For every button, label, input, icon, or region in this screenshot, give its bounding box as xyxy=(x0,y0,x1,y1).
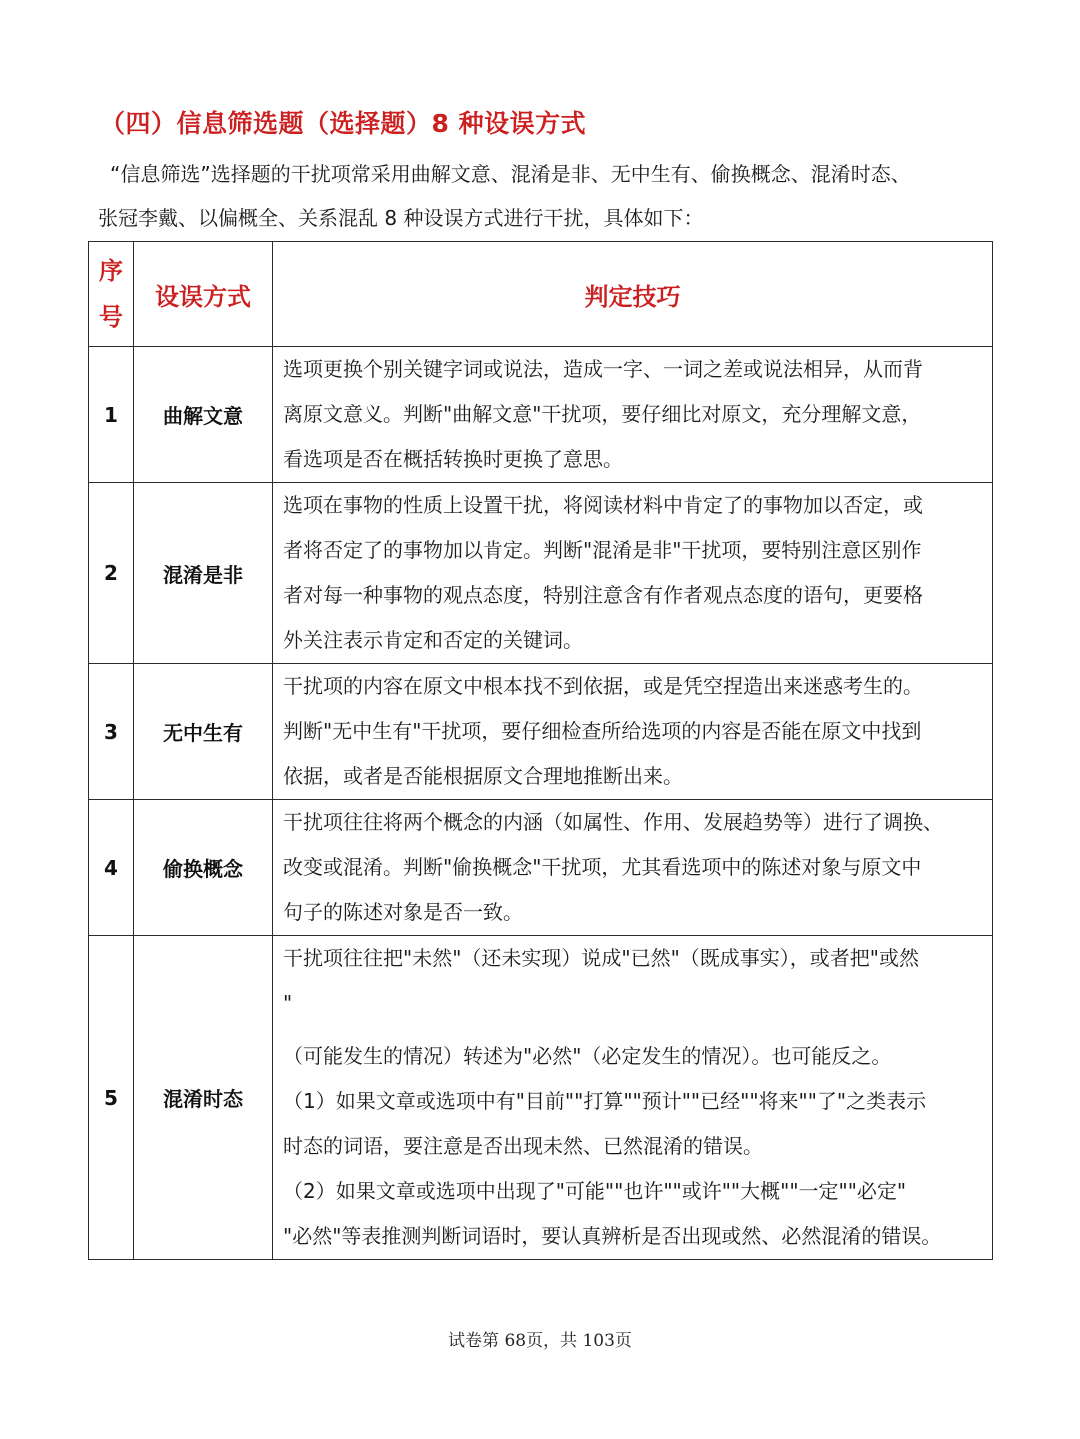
header-number: 序 号 xyxy=(89,242,134,347)
intro-line: 张冠李戴、以偏概全、关系混乱 8 种设误方式进行干扰，具体如下： xyxy=(98,206,704,230)
tip-line: 外关注表示肯定和否定的关键词。 xyxy=(283,628,583,652)
row-tip xyxy=(273,347,993,483)
tip-line: 干扰项往往将两个概念的内涵（如属性、作用、发展趋势等）进行了调换、 xyxy=(283,810,943,834)
intro-paragraph xyxy=(98,152,988,240)
header-tip: 判定技巧 xyxy=(273,242,993,347)
table-header-row xyxy=(89,242,993,347)
row-number: 3 xyxy=(89,664,134,800)
table-row xyxy=(89,483,993,664)
tip-line: 干扰项往往把"未然"（还未实现）说成"已然"（既成事实），或者把"或然 xyxy=(283,946,919,970)
row-method: 混淆是非 xyxy=(134,483,273,664)
tip-line: （1）如果文章或选项中有"目前""打算""预计""已经""将来""了"之类表示 xyxy=(283,1089,927,1113)
table-row xyxy=(89,936,993,1260)
table-row xyxy=(89,664,993,800)
table-row xyxy=(89,800,993,936)
tip-line: 判断"无中生有"干扰项，要仔细检查所给选项的内容是否能在原文中找到 xyxy=(283,719,922,743)
header-method: 设误方式 xyxy=(134,242,273,347)
row-number: 2 xyxy=(89,483,134,664)
row-method: 曲解文意 xyxy=(134,347,273,483)
tip-line: 选项更换个别关键字词或说法，造成一字、一词之差或说法相异，从而背 xyxy=(283,357,923,381)
tip-line: 时态的词语，要注意是否出现未然、已然混淆的错误。 xyxy=(283,1134,763,1158)
row-method: 偷换概念 xyxy=(134,800,273,936)
rules-table xyxy=(88,241,993,1260)
tip-line: 干扰项的内容在原文中根本找不到依据，或是凭空捏造出来迷惑考生的。 xyxy=(283,674,923,698)
intro-line: “信息筛选”选择题的干扰项常采用曲解文意、混淆是非、无中生有、偷换概念、混淆时态、 xyxy=(110,162,911,186)
row-number: 5 xyxy=(89,936,134,1260)
tip-line: 改变或混淆。判断"偷换概念"干扰项，尤其看选项中的陈述对象与原文中 xyxy=(283,855,922,879)
tip-line: 看选项是否在概括转换时更换了意思。 xyxy=(283,447,623,471)
row-number: 1 xyxy=(89,347,134,483)
tip-line: 依据，或者是否能根据原文合理地推断出来。 xyxy=(283,764,683,788)
row-tip xyxy=(273,800,993,936)
row-method: 无中生有 xyxy=(134,664,273,800)
table-body xyxy=(89,347,993,1260)
table-row xyxy=(89,347,993,483)
section-title: （四）信息筛选题（选择题）8 种设误方式 xyxy=(100,109,587,138)
row-number: 4 xyxy=(89,800,134,936)
page-footer: 试卷第 68页，共 103页 xyxy=(448,1331,632,1351)
tip-line: 选项在事物的性质上设置干扰，将阅读材料中肯定了的事物加以否定，或 xyxy=(283,493,923,517)
tip-line: "必然"等表推测判断词语时，要认真辨析是否出现或然、必然混淆的错误。 xyxy=(283,1224,942,1248)
tip-line: 者将否定了的事物加以肯定。判断"混淆是非"干扰项，要特别注意区别作 xyxy=(283,538,922,562)
tip-line: 句子的陈述对象是否一致。 xyxy=(283,900,523,924)
tip-line: （2）如果文章或选项中出现了"可能""也许""或许""大概""一定""必定" xyxy=(283,1179,907,1203)
tip-line: " xyxy=(283,991,293,1015)
tip-line: （可能发生的情况）转述为"必然"（必定发生的情况）。也可能反之。 xyxy=(283,1044,892,1068)
row-tip xyxy=(273,483,993,664)
tip-line: 者对每一种事物的观点态度，特别注意含有作者观点态度的语句，更要格 xyxy=(283,583,923,607)
row-tip xyxy=(273,664,993,800)
row-method: 混淆时态 xyxy=(134,936,273,1260)
tip-line: 离原文意义。判断"曲解文意"干扰项，要仔细比对原文，充分理解文意， xyxy=(283,402,922,426)
row-tip xyxy=(273,936,993,1260)
